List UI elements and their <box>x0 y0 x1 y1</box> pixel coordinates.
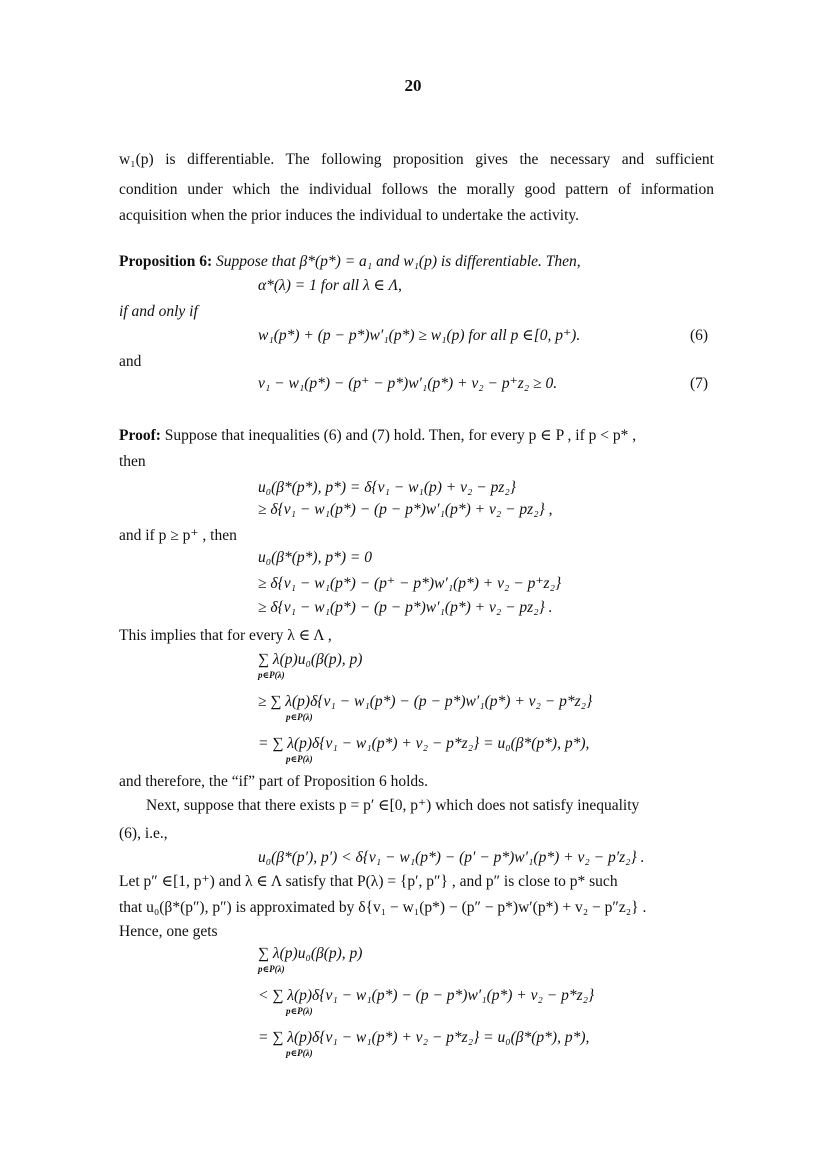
proof-text: that u₀(β*(p″), p″) is approximated by δ{v₁ − w₁(p*) − (p″ − p*)w′(p*) + v₂ − p″z₂} . <box>119 899 647 916</box>
proof-text: and if p ≥ p⁺ , then <box>119 527 237 544</box>
and-text: and <box>119 353 142 370</box>
summation-line: ∑ λ(p)u₀(β(p), p) <box>258 651 363 668</box>
summation-subscript: p∈P(λ) <box>258 964 285 974</box>
summation-line: ∑ λ(p)u₀(β(p), p) <box>258 945 363 962</box>
summation-subscript: p∈P(λ) <box>286 712 313 722</box>
summation-subscript: p∈P(λ) <box>286 1006 313 1016</box>
equation-number: (7) <box>690 375 709 392</box>
paragraph-line: acquisition when the prior induces the individual to undertake the activity. <box>119 207 579 224</box>
equation-number: (6) <box>690 327 709 344</box>
proof-label: Proof: <box>119 427 161 444</box>
proof-text: Hence, one gets <box>119 923 218 940</box>
equation: ≥ δ{v₁ − w₁(p*) − (p − p*)w′₁(p*) + v₂ − pz₂} , <box>258 501 553 518</box>
proof-text: and therefore, the “if” part of Proposition 6 holds. <box>119 773 429 790</box>
proposition-heading-line <box>119 252 581 272</box>
proof-text: (6), i.e., <box>119 825 168 842</box>
page-number: 20 <box>404 76 422 95</box>
proof-text: This implies that for every λ ∈ Λ , <box>119 627 332 644</box>
iff-text: if and only if <box>119 303 198 320</box>
summation-line: ≥ ∑ λ(p)δ{v₁ − w₁(p*) − (p − p*)w′₁(p*) + v₂ − p*z₂} <box>258 693 593 710</box>
equation: u₀(β*(p*), p*) = δ{v₁ − w₁(p) + v₂ − pz₂} <box>258 479 516 496</box>
equation: ≥ δ{v₁ − w₁(p*) − (p⁺ − p*)w′₁(p*) + v₂ − p⁺z₂} <box>258 575 562 592</box>
equation-6: w₁(p*) + (p − p*)w′₁(p*) ≥ w₁(p) for all p ∈[0, p⁺). <box>258 327 581 344</box>
proof-text: Suppose that inequalities (6) and (7) hold. Then, for every p ∈ P , if p < p* , <box>164 427 637 444</box>
paragraph-line: w₁(p) is differentiable. The following proposition gives the necessary and sufficient <box>119 151 714 168</box>
equation: ≥ δ{v₁ − w₁(p*) − (p − p*)w′₁(p*) + v₂ − pz₂} . <box>258 599 553 616</box>
proof-text: then <box>119 453 146 470</box>
equation: u₀(β*(p′), p′) < δ{v₁ − w₁(p*) − (p′ − p*)w′₁(p*) + v₂ − p′z₂} . <box>258 849 645 866</box>
equation-7: v₁ − w₁(p*) − (p⁺ − p*)w′₁(p*) + v₂ − p⁺z₂ ≥ 0. <box>258 375 558 392</box>
proposition-label: Proposition 6: <box>119 253 213 270</box>
summation-subscript: p∈P(λ) <box>286 754 313 764</box>
summation-subscript: p∈P(λ) <box>258 670 285 680</box>
equation: u₀(β*(p*), p*) = 0 <box>258 549 372 566</box>
proposition-condition: α*(λ) = 1 for all λ ∈ Λ, <box>258 277 402 294</box>
proof-text: Let p″ ∈[1, p⁺) and λ ∈ Λ satisfy that P(λ) = {p′, p″} , and p″ is close to p* such <box>119 873 618 890</box>
summation-line: = ∑ λ(p)δ{v₁ − w₁(p*) + v₂ − p*z₂} = u₀(β*(p*), p*), <box>258 735 590 752</box>
paragraph-line: condition under which the individual follows the morally good pattern of information <box>119 181 714 198</box>
summation-line: < ∑ λ(p)δ{v₁ − w₁(p*) − (p − p*)w′₁(p*) + v₂ − p*z₂} <box>258 987 595 1004</box>
proof-text: Next, suppose that there exists p = p′ ∈[0, p⁺) which does not satisfy inequality <box>146 797 640 814</box>
summation-line: = ∑ λ(p)δ{v₁ − w₁(p*) + v₂ − p*z₂} = u₀(β*(p*), p*), <box>258 1029 590 1046</box>
summation-subscript: p∈P(λ) <box>286 1048 313 1058</box>
proposition-statement: Suppose that β*(p*) = a₁ and w₁(p) is differentiable. Then, <box>216 253 581 270</box>
proof-line <box>119 426 636 446</box>
